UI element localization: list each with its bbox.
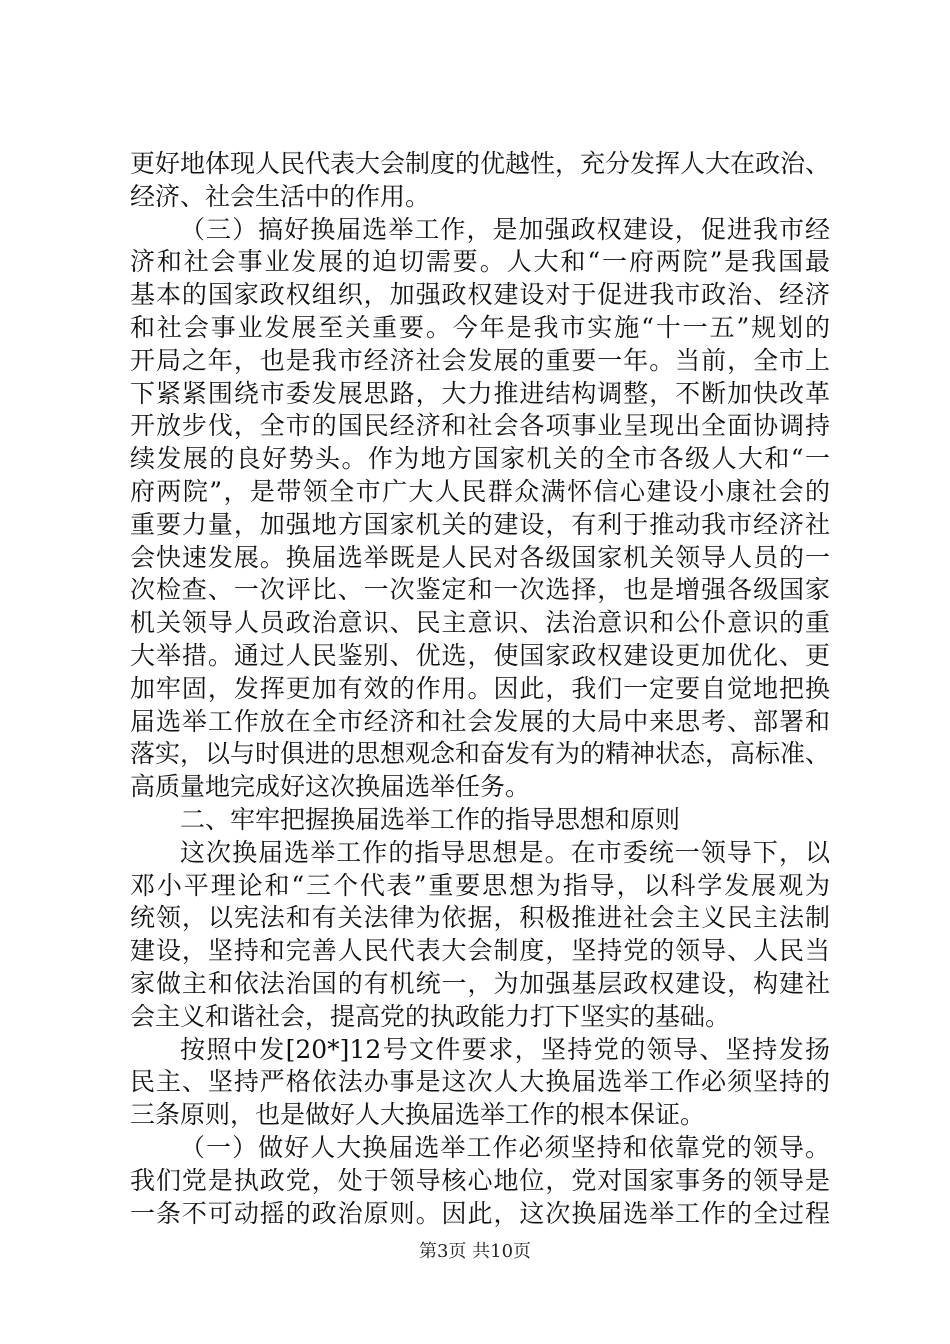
- text-line: 更好地体现人民代表大会制度的优越性，充分发挥人大在政治、: [130, 149, 831, 178]
- text-line: 建设，坚持和完善人民代表大会制度，坚持党的领导、人民当: [130, 936, 830, 966]
- text-line: 经济、社会生活中的作用。: [130, 181, 431, 211]
- text-line: 高质量地完成好这次换届选举任务。: [130, 772, 531, 802]
- text-line: （一）做好人大换届选举工作必须坚持和依靠党的领导。: [180, 1132, 830, 1162]
- text-line: 下紧紧围绕市委发展思路，大力推进结构调整，不断加快改革: [130, 378, 830, 408]
- text-line: 落实，以与时俱进的思想观念和奋发有为的精神状态，高标准、: [130, 739, 831, 769]
- text-line: 重要力量，加强地方国家机关的建设，有利于推动我市经济社: [130, 509, 830, 539]
- text-line: 一条不可动摇的政治原则。因此，这次换届选举工作的全过程: [130, 1198, 830, 1228]
- document-body: [130, 148, 830, 1230]
- text-line: 会主义和谐社会，提高党的执政能力打下坚实的基础。: [130, 1001, 731, 1031]
- text-line: 开局之年，也是我市经济社会发展的重要一年。当前，全市上: [130, 345, 830, 375]
- text-line: 济和社会事业发展的迫切需要。人大和“一府两院”是我国最: [130, 247, 830, 277]
- text-line: 三条原则，也是做好人大换届选举工作的根本保证。: [130, 1100, 706, 1130]
- text-line: 大举措。通过人民鉴别、优选，使国家政权建设更加优化、更: [130, 640, 830, 670]
- text-line: 开放步伐，全市的国民经济和社会各项事业呈现出全面协调持: [130, 411, 830, 441]
- text-line: 和社会事业发展至关重要。今年是我市实施“十一五”规划的: [130, 312, 830, 342]
- text-line: 家做主和依法治国的有机统一，为加强基层政权建设，构建社: [130, 968, 830, 998]
- text-line: 民主、坚持严格依法办事是这次人大换届选举工作必须坚持的: [130, 1067, 830, 1097]
- text-line: 次检查、一次评比、一次鉴定和一次选择，也是增强各级国家: [130, 575, 830, 605]
- text-line: 届选举工作放在全市经济和社会发展的大局中来思考、部署和: [130, 706, 830, 736]
- page-footer: [0, 1237, 950, 1263]
- text-line: 加牢固，发挥更加有效的作用。因此，我们一定要自觉地把换: [130, 673, 830, 703]
- text-line: 我们党是执政党，处于领导核心地位，党对国家事务的领导是: [130, 1165, 830, 1195]
- text-line: 续发展的良好势头。作为地方国家机关的全市各级人大和“一: [130, 444, 830, 474]
- section-heading: 二、牢牢把握换届选举工作的指导思想和原则: [180, 804, 681, 834]
- text-line: 统领，以宪法和有关法律为依据，积极推进社会主义民主法制: [130, 903, 830, 933]
- text-line: 邓小平理论和“三个代表”重要思想为指导，以科学发展观为: [130, 870, 830, 900]
- text-line: （三）搞好换届选举工作，是加强政权建设，促进我市经: [180, 214, 830, 244]
- text-line: 基本的国家政权组织，加强政权建设对于促进我市政治、经济: [130, 280, 830, 310]
- text-line: 这次换届选举工作的指导思想是。在市委统一领导下，以: [180, 837, 830, 867]
- text-line: 府两院”，是带领全市广大人民群众满怀信心建设小康社会的: [130, 476, 830, 506]
- text-line: 机关领导人员政治意识、民主意识、法治意识和公仆意识的重: [130, 608, 830, 638]
- text-line: 会快速发展。换届选举既是人民对各级国家机关领导人员的一: [130, 542, 830, 572]
- text-line: 按照中发[20*]12号文件要求，坚持党的领导、坚持发扬: [180, 1034, 830, 1064]
- page-number: 第3页 共10页: [418, 1241, 532, 1262]
